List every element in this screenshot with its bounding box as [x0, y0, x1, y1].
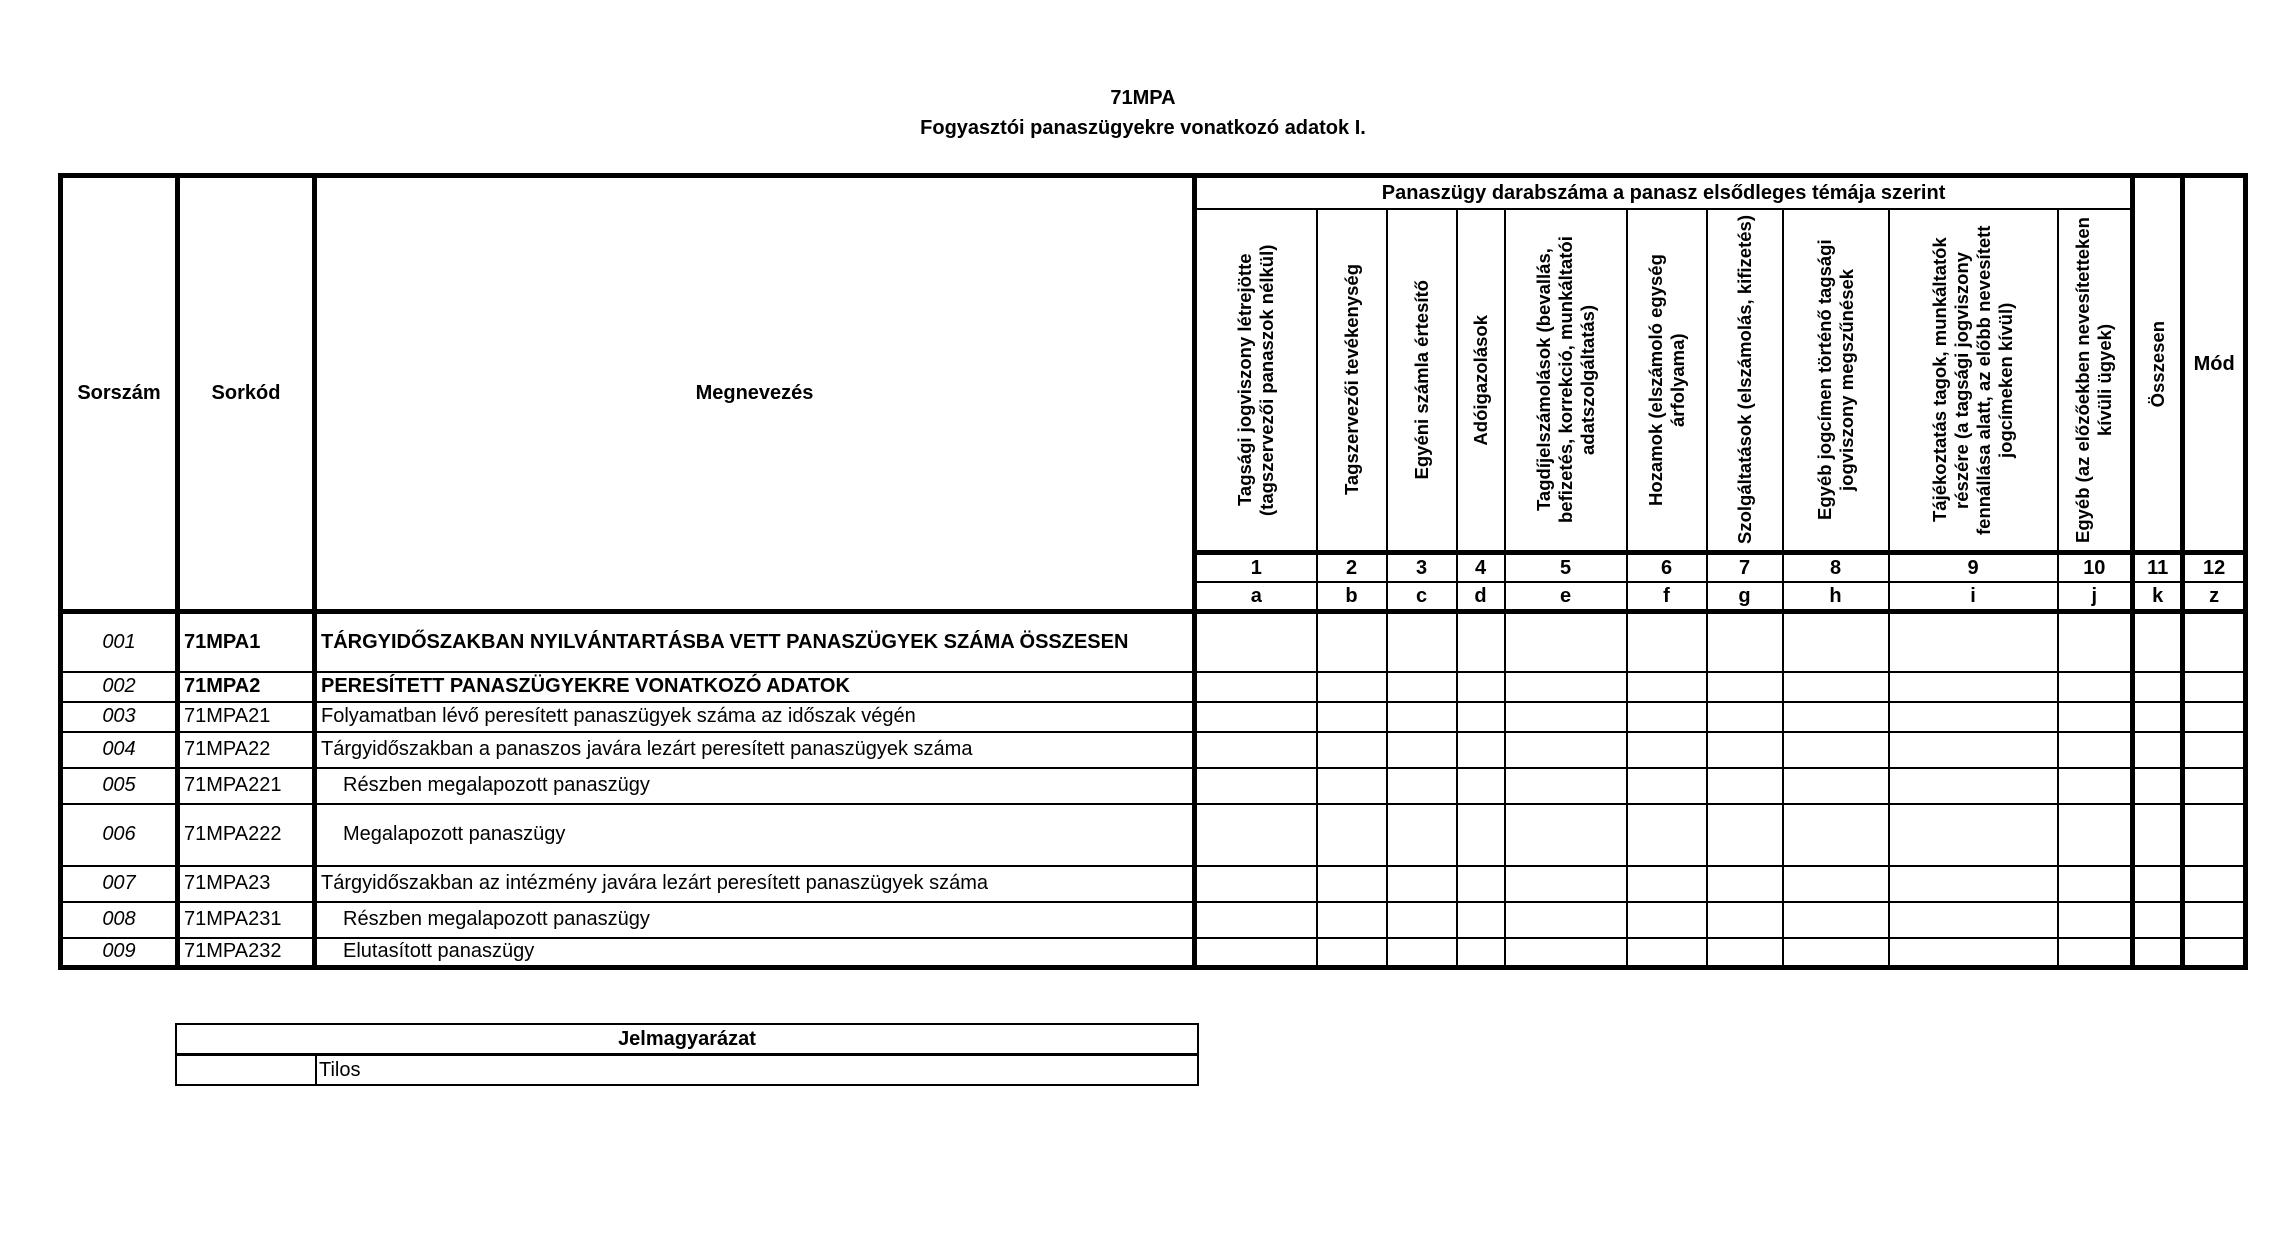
data-cell[interactable] [1195, 612, 1317, 672]
col-letter-2: b [1317, 582, 1387, 612]
row-megnevezes: Megalapozott panaszügy [315, 804, 1195, 866]
data-cell[interactable] [1317, 866, 1387, 902]
table-row [61, 672, 2246, 702]
row-sorkod: 71MPA232 [178, 938, 315, 968]
data-cell[interactable] [1783, 938, 1889, 968]
data-cell[interactable] [2058, 732, 2133, 768]
col-header-5: Tagdíjelszámolások (bevallás, befizetés, korrekció, munkáltatói adatszolgáltatás) [1505, 209, 1627, 553]
data-cell[interactable] [1707, 768, 1783, 804]
col-letter-1: a [1195, 582, 1317, 612]
header-megnevezes: Megnevezés [315, 176, 1195, 612]
data-cell[interactable] [1783, 866, 1889, 902]
col-letter-12: z [2183, 582, 2246, 612]
data-cell[interactable] [1505, 672, 1627, 702]
data-cell[interactable] [2133, 804, 2183, 866]
data-cell[interactable] [1457, 768, 1505, 804]
data-cell[interactable] [1195, 672, 1317, 702]
data-cell[interactable] [1317, 938, 1387, 968]
col-letter-9: i [1889, 582, 2058, 612]
row-sorkod: 71MPA21 [178, 702, 315, 732]
data-cell[interactable] [1627, 938, 1707, 968]
data-cell[interactable] [1505, 902, 1627, 938]
row-sorkod: 71MPA2 [178, 672, 315, 702]
col-number-2: 2 [1317, 553, 1387, 583]
data-cell[interactable] [1707, 732, 1783, 768]
row-sorkod: 71MPA23 [178, 866, 315, 902]
data-cell[interactable] [2183, 938, 2246, 968]
data-cell[interactable] [1889, 768, 2058, 804]
col-number-5: 5 [1505, 553, 1627, 583]
row-sorszam: 001 [61, 612, 178, 672]
data-cell[interactable] [1783, 902, 1889, 938]
data-cell[interactable] [1387, 702, 1457, 732]
data-table [58, 173, 2248, 970]
data-cell[interactable] [1317, 672, 1387, 702]
data-cell[interactable] [1505, 804, 1627, 866]
report-code: 71MPA [1110, 87, 1176, 109]
group-header: Panaszügy darabszáma a panasz elsődleges témája szerint [1195, 176, 2133, 210]
data-cell[interactable] [2183, 902, 2246, 938]
data-cell[interactable] [1387, 768, 1457, 804]
col-number-6: 6 [1627, 553, 1707, 583]
data-cell[interactable] [2058, 866, 2133, 902]
data-cell[interactable] [1195, 732, 1317, 768]
data-cell[interactable] [2058, 938, 2133, 968]
col-header-12: Mód [2183, 176, 2246, 553]
col-letter-6: f [1627, 582, 1707, 612]
table-row [61, 612, 2246, 672]
row-sorkod: 71MPA231 [178, 902, 315, 938]
data-cell[interactable] [2133, 902, 2183, 938]
data-cell[interactable] [1317, 804, 1387, 866]
data-cell[interactable] [1195, 768, 1317, 804]
data-cell[interactable] [1317, 702, 1387, 732]
data-cell[interactable] [1627, 732, 1707, 768]
data-cell[interactable] [1195, 938, 1317, 968]
data-cell[interactable] [1505, 612, 1627, 672]
data-cell[interactable] [1707, 672, 1783, 702]
data-cell[interactable] [2133, 612, 2183, 672]
row-sorkod: 71MPA22 [178, 732, 315, 768]
data-cell[interactable] [1627, 672, 1707, 702]
data-cell[interactable] [1707, 866, 1783, 902]
col-number-7: 7 [1707, 553, 1783, 583]
data-cell[interactable] [1889, 938, 2058, 968]
data-cell[interactable] [1783, 612, 1889, 672]
row-sorkod: 71MPA1 [178, 612, 315, 672]
table-row [61, 768, 2246, 804]
col-letter-10: j [2058, 582, 2133, 612]
col-header-6: Hozamok (elszámoló egység árfolyama) [1627, 209, 1707, 553]
data-cell[interactable] [1889, 866, 2058, 902]
data-cell[interactable] [2133, 702, 2183, 732]
col-header-8: Egyéb jogcímen történő tagsági jogviszony megszűnések [1783, 209, 1889, 553]
data-cell[interactable] [1889, 612, 2058, 672]
data-cell[interactable] [1195, 702, 1317, 732]
data-cell[interactable] [1783, 804, 1889, 866]
data-cell[interactable] [1783, 768, 1889, 804]
data-cell[interactable] [1387, 938, 1457, 968]
legend-table [175, 1023, 1199, 1086]
data-cell[interactable] [1317, 902, 1387, 938]
data-cell[interactable] [1387, 732, 1457, 768]
legend-swatch [176, 1055, 316, 1086]
data-cell[interactable] [2133, 672, 2183, 702]
row-megnevezes: Elutasított panaszügy [315, 938, 1195, 968]
data-cell[interactable] [1457, 866, 1505, 902]
data-cell[interactable] [1457, 672, 1505, 702]
data-cell[interactable] [1783, 732, 1889, 768]
col-number-8: 8 [1783, 553, 1889, 583]
table-row [61, 902, 2246, 938]
data-cell[interactable] [2133, 938, 2183, 968]
data-cell[interactable] [1627, 866, 1707, 902]
data-cell[interactable] [2183, 866, 2246, 902]
data-cell[interactable] [1317, 768, 1387, 804]
row-megnevezes: Részben megalapozott panaszügy [315, 768, 1195, 804]
data-cell[interactable] [1627, 902, 1707, 938]
data-cell[interactable] [1505, 732, 1627, 768]
data-cell[interactable] [1457, 612, 1505, 672]
data-cell[interactable] [1387, 672, 1457, 702]
col-header-1: Tagsági jogviszony létrejötte (tagszervezői panaszok nélkül) [1195, 209, 1317, 553]
data-cell[interactable] [1195, 866, 1317, 902]
col-letter-8: h [1783, 582, 1889, 612]
col-header-2: Tagszervezői tevékenység [1317, 209, 1387, 553]
data-cell[interactable] [1505, 938, 1627, 968]
data-cell[interactable] [1627, 768, 1707, 804]
data-cell[interactable] [1457, 902, 1505, 938]
col-header-9: Tájékoztatás tagok, munkáltatók részére (a tagsági jogviszony fennállása alatt, az előbb nevesített jogcímeken kívül) [1889, 209, 2058, 553]
row-sorszam: 008 [61, 902, 178, 938]
data-cell[interactable] [1889, 702, 2058, 732]
row-sorszam: 003 [61, 702, 178, 732]
data-cell[interactable] [1783, 702, 1889, 732]
col-letter-5: e [1505, 582, 1627, 612]
col-header-7: Szolgáltatások (elszámolás, kifizetés) [1707, 209, 1783, 553]
data-cell[interactable] [2058, 672, 2133, 702]
data-cell[interactable] [1457, 938, 1505, 968]
col-letter-11: k [2133, 582, 2183, 612]
data-cell[interactable] [2058, 902, 2133, 938]
data-cell[interactable] [2133, 732, 2183, 768]
data-cell[interactable] [1707, 702, 1783, 732]
col-number-11: 11 [2133, 553, 2183, 583]
col-number-10: 10 [2058, 553, 2133, 583]
data-cell[interactable] [2133, 768, 2183, 804]
row-sorszam: 004 [61, 732, 178, 768]
legend-item-label: Tilos [316, 1055, 1198, 1086]
col-header-3: Egyéni számla értesítő [1387, 209, 1457, 553]
table-row [61, 938, 2246, 968]
col-number-3: 3 [1387, 553, 1457, 583]
data-cell[interactable] [1707, 938, 1783, 968]
data-cell[interactable] [2183, 804, 2246, 866]
data-cell[interactable] [1707, 804, 1783, 866]
table-row [61, 702, 2246, 732]
col-header-10: Egyéb (az előzőekben nevesítetteken kívüli ügyek) [2058, 209, 2133, 553]
col-header-11: Összesen [2133, 176, 2183, 553]
data-cell[interactable] [1195, 804, 1317, 866]
data-cell[interactable] [2058, 612, 2133, 672]
data-cell[interactable] [2058, 804, 2133, 866]
data-cell[interactable] [1387, 866, 1457, 902]
data-cell[interactable] [1195, 902, 1317, 938]
data-cell[interactable] [1387, 902, 1457, 938]
data-cell[interactable] [1627, 804, 1707, 866]
row-megnevezes: Részben megalapozott panaszügy [315, 902, 1195, 938]
row-sorszam: 002 [61, 672, 178, 702]
row-sorszam: 006 [61, 804, 178, 866]
col-header-4: Adóigazolások [1457, 209, 1505, 553]
row-sorkod: 71MPA221 [178, 768, 315, 804]
header-sorkod: Sorkód [178, 176, 315, 612]
data-cell[interactable] [2183, 612, 2246, 672]
data-cell[interactable] [2058, 768, 2133, 804]
data-cell[interactable] [2183, 672, 2246, 702]
data-cell[interactable] [2183, 702, 2246, 732]
col-letter-3: c [1387, 582, 1457, 612]
row-sorszam: 009 [61, 938, 178, 968]
table-row [61, 732, 2246, 768]
data-cell[interactable] [1505, 702, 1627, 732]
table-row [61, 866, 2246, 902]
col-number-12: 12 [2183, 553, 2246, 583]
table-row [61, 804, 2246, 866]
data-cell[interactable] [1457, 732, 1505, 768]
row-sorszam: 007 [61, 866, 178, 902]
data-cell[interactable] [1707, 612, 1783, 672]
report-title: Fogyasztói panaszügyekre vonatkozó adatok I. [920, 117, 1366, 139]
row-sorszam: 005 [61, 768, 178, 804]
data-cell[interactable] [1457, 804, 1505, 866]
row-megnevezes: PERESÍTETT PANASZÜGYEKRE VONATKOZÓ ADATOK [315, 672, 1195, 702]
data-cell[interactable] [2058, 702, 2133, 732]
data-cell[interactable] [1707, 902, 1783, 938]
data-cell[interactable] [2183, 768, 2246, 804]
data-cell[interactable] [1783, 672, 1889, 702]
data-cell[interactable] [2133, 866, 2183, 902]
col-number-1: 1 [1195, 553, 1317, 583]
row-megnevezes: Tárgyidőszakban az intézmény javára lezárt peresített panaszügyek száma [315, 866, 1195, 902]
data-cell[interactable] [1889, 902, 2058, 938]
data-cell[interactable] [1505, 866, 1627, 902]
data-cell[interactable] [1505, 768, 1627, 804]
data-cell[interactable] [1457, 702, 1505, 732]
row-megnevezes: TÁRGYIDŐSZAKBAN NYILVÁNTARTÁSBA VETT PANASZÜGYEK SZÁMA ÖSSZESEN [315, 612, 1195, 672]
data-cell[interactable] [1387, 804, 1457, 866]
col-number-9: 9 [1889, 553, 2058, 583]
col-letter-7: g [1707, 582, 1783, 612]
data-cell[interactable] [1627, 612, 1707, 672]
data-cell[interactable] [1387, 612, 1457, 672]
data-cell[interactable] [1889, 732, 2058, 768]
col-number-4: 4 [1457, 553, 1505, 583]
col-letter-4: d [1457, 582, 1505, 612]
row-megnevezes: Tárgyidőszakban a panaszos javára lezárt peresített panaszügyek száma [315, 732, 1195, 768]
data-cell[interactable] [1317, 732, 1387, 768]
header-sorszam: Sorszám [61, 176, 178, 612]
data-cell[interactable] [2183, 732, 2246, 768]
data-cell[interactable] [1889, 804, 2058, 866]
row-sorkod: 71MPA222 [178, 804, 315, 866]
data-cell[interactable] [1317, 612, 1387, 672]
row-megnevezes: Folyamatban lévő peresített panaszügyek száma az időszak végén [315, 702, 1195, 732]
data-cell[interactable] [1889, 672, 2058, 702]
data-cell[interactable] [1627, 702, 1707, 732]
legend-title: Jelmagyarázat [176, 1024, 1198, 1055]
